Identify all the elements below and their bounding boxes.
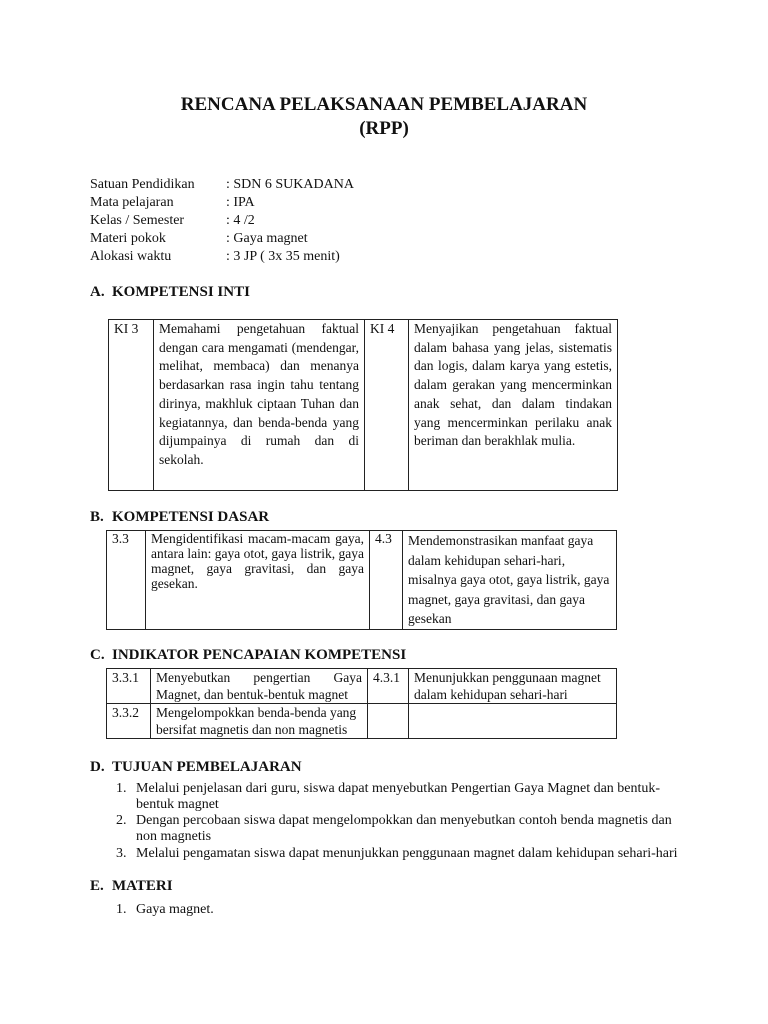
kd-code: 4.3 xyxy=(370,531,403,630)
list-item: Melalui penjelasan dari guru, siswa dapat menyebutkan Pengertian Gaya Magnet dan bentuk-bentuk magnet xyxy=(136,781,661,812)
info-label: Mata pelajaran xyxy=(90,195,174,210)
info-label: Alokasi waktu xyxy=(90,249,172,264)
section-heading: MATERI xyxy=(112,878,173,894)
info-value: : Gaya magnet xyxy=(226,231,308,246)
section-letter: A. xyxy=(90,284,105,300)
ki-text: Menyajikan pengetahuan faktual dalam bahasa yang jelas, sistematis dan logis, dalam karya yang estetis, dalam gerakan yang mencerminkan anak sehat, dan dalam tindakan yang mencerminkan perilaku anak beriman dan berakhlak mulia. xyxy=(409,320,618,491)
kd-text: Mendemonstrasikan manfaat gaya dalam kehidupan sehari-hari, misalnya gaya otot, gaya listrik, gaya magnet, gaya gravitasi, dan gaya gesekan xyxy=(403,531,617,630)
info-value: : IPA xyxy=(226,195,255,210)
kd-text: Mengidentifikasi macam-macam gaya, antara lain: gaya otot, gaya listrik, gaya magnet, gaya gravitasi, dan gaya gesekan. xyxy=(146,531,370,630)
section-heading: KOMPETENSI DASAR xyxy=(112,509,270,525)
info-value: : SDN 6 SUKADANA xyxy=(226,177,354,192)
list-number: 1. xyxy=(116,902,127,917)
section-heading: TUJUAN PEMBELAJARAN xyxy=(112,759,302,775)
ipk-table xyxy=(106,668,617,739)
ipk-text: Menunjukkan penggunaan magnet dalam kehidupan sehari-hari xyxy=(409,669,617,704)
section-letter: B. xyxy=(90,509,104,525)
ki-code: KI 4 xyxy=(365,320,409,491)
table-row xyxy=(107,704,617,739)
section-heading: KOMPETENSI INTI xyxy=(112,284,250,300)
list-number: 2. xyxy=(116,813,127,828)
ipk-code: 3.3.2 xyxy=(107,704,151,739)
ipk-text: Mengelompokkan benda-benda yang bersifat magnetis dan non magnetis xyxy=(151,704,368,739)
info-label: Materi pokok xyxy=(90,231,166,246)
ki-table xyxy=(108,319,618,491)
doc-subtitle: (RPP) xyxy=(359,118,409,139)
section-letter: E. xyxy=(90,878,104,894)
info-value: : 4 /2 xyxy=(226,213,255,228)
section-heading: INDIKATOR PENCAPAIAN KOMPETENSI xyxy=(112,647,407,663)
ipk-text: Menyebutkan pengertian Gaya Magnet, dan bentuk-bentuk magnet xyxy=(151,669,368,704)
ipk-code: 3.3.1 xyxy=(107,669,151,704)
ipk-code xyxy=(368,704,409,739)
list-number: 1. xyxy=(116,781,127,796)
list-item: Dengan percobaan siswa dapat mengelompokkan dan menyebutkan contoh benda magnetis dan non magnetis xyxy=(136,813,672,844)
info-label: Kelas / Semester xyxy=(90,213,185,228)
list-number: 3. xyxy=(116,846,127,861)
ki-text: Memahami pengetahuan faktual dengan cara mengamati (mendengar, melihat, membaca) dan menanya berdasarkan rasa ingin tahu tentang dirinya, makhluk ciptaan Tuhan dan kegiatannya, dan benda-benda yang dijumpainya di rumah dan di sekolah. xyxy=(154,320,365,491)
doc-title: RENCANA PELAKSANAAN PEMBELAJARAN xyxy=(180,94,588,115)
info-label: Satuan Pendidikan xyxy=(90,177,195,192)
info-value: : 3 JP ( 3x 35 menit) xyxy=(226,249,340,264)
list-item: Gaya magnet. xyxy=(136,902,214,917)
kd-table xyxy=(106,530,617,630)
section-letter: C. xyxy=(90,647,105,663)
section-letter: D. xyxy=(90,759,105,775)
ipk-code: 4.3.1 xyxy=(368,669,409,704)
list-item: Melalui pengamatan siswa dapat menunjukkan penggunaan magnet dalam kehidupan sehari-hari xyxy=(136,846,678,861)
table-row xyxy=(107,669,617,704)
kd-code: 3.3 xyxy=(107,531,146,630)
ipk-text xyxy=(409,704,617,739)
ki-code: KI 3 xyxy=(109,320,154,491)
